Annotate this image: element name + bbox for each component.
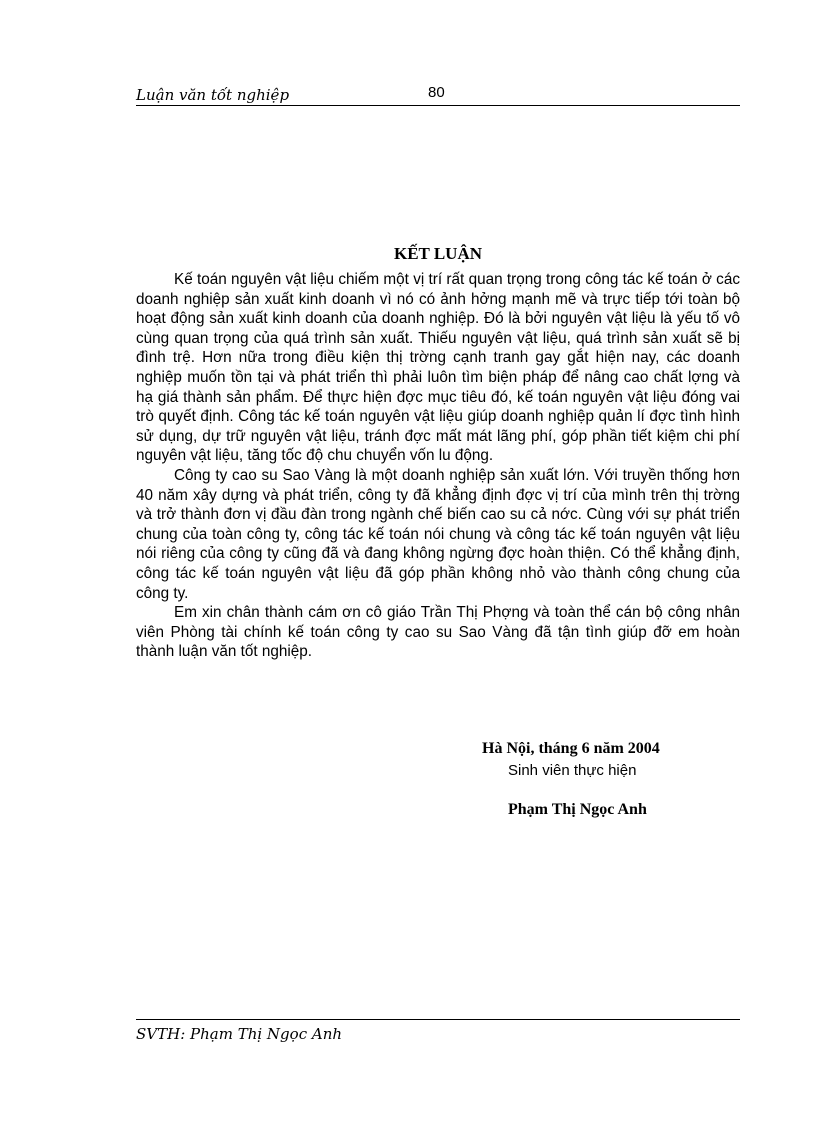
signature-role: Sinh viên thực hiện xyxy=(508,762,637,779)
document-body xyxy=(136,270,740,662)
signature-place-date: Hà Nội, tháng 6 năm 2004 xyxy=(482,740,660,757)
document-title: KẾT LUẬN xyxy=(393,244,482,263)
page-footer xyxy=(136,1019,740,1046)
header-title: Luận văn tốt nghiệp xyxy=(136,86,290,104)
footer-text: SVTH: Phạm Thị Ngọc Anh xyxy=(136,1025,343,1043)
paragraph-1: Kế toán nguyên vật liệu chiếm một vị trí rất quan trọng trong công tác kế toán ở các doanh nghiệp sản xuất kinh doanh vì nó có ảnh hởng mạnh mẽ và trực tiếp tới toàn bộ hoạt động sản xuất kinh doanh của doanh nghiệp. Đó là bởi nguyên vật liệu là yếu tố vô cùng quan trọng của quá trình sản xuất. Thiếu nguyên vật liệu, quá trình sản xuất sẽ bị đình trệ. Hơn nữa trong điều kiện thị trờng cạnh tranh gay gắt hiện nay, các doanh nghiệp muốn tồn tại và phát triển thì phải luôn tìm biện pháp để nâng cao chất lợng và hạ giá thành sản phẩm. Để thực hiện đợc mục tiêu đó, kế toán nguyên vật liệu đóng vai trò quyết định. Công tác kế toán nguyên vật liệu giúp doanh nghiệp quản lí đợc tình hình sử dụng, dự trữ nguyên vật liệu, tránh đợc mất mát lãng phí, góp phần tiết kiệm chi phí nguyên vật liệu, tăng tốc độ chu chuyển vốn lu động. xyxy=(136,271,740,465)
page-number: 80 xyxy=(428,84,445,101)
signature-name: Phạm Thị Ngọc Anh xyxy=(508,801,647,818)
paragraph-3: Em xin chân thành cám ơn cô giáo Trần Thị Phợng và toàn thể cán bộ công nhân viên Phòng tài chính kế toán công ty cao su Sao Vàng đã tận tình giúp đỡ em hoàn thành luận văn tốt nghiệp. xyxy=(136,604,740,661)
paragraph-2: Công ty cao su Sao Vàng là một doanh nghiệp sản xuất lớn. Với truyền thống hơn 40 năm xây dựng và phát triển, công ty đã khẳng định đợc vị trí của mình trên thị trờng và trở thành đơn vị đầu đàn trong ngành chế biến cao su cả nớc. Cùng với sự phát triển chung của toàn công ty, công tác kế toán nói chung và công tác kế toán nguyên vật liệu nói riêng của công ty cũng đã và đang không ngừng đợc hoàn thiện. Có thể khẳng định, công tác kế toán nguyên vật liệu đã góp phần không nhỏ vào thành công chung của công ty. xyxy=(136,466,740,602)
page-header xyxy=(136,84,740,106)
